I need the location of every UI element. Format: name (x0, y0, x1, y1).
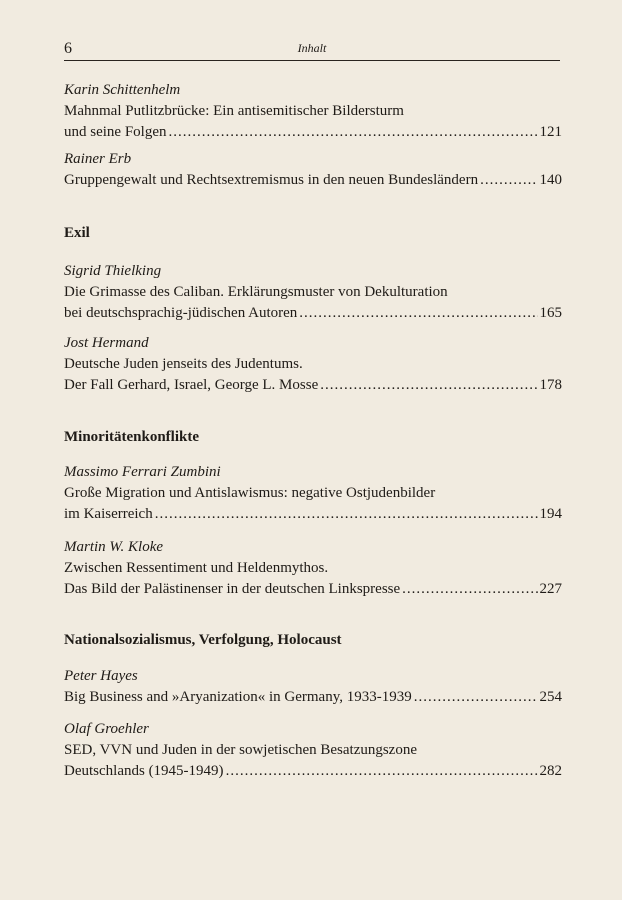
entry-page-number: 254 (539, 689, 562, 705)
entry-author: Jost Hermand (64, 335, 149, 351)
entry-author: Peter Hayes (64, 668, 138, 684)
entry-title-line: Mahnmal Putlitzbrücke: Ein antisemitischer Bildersturm (64, 103, 404, 119)
toc-entry (64, 462, 562, 525)
entry-author: Massimo Ferrari Zumbini (64, 464, 221, 480)
entry-page-number: 140 (539, 172, 562, 188)
entry-page-number: 194 (539, 506, 562, 522)
dot-leader (402, 579, 537, 600)
toc-entry (64, 149, 562, 191)
entry-title-end: Big Business and »Aryanization« in Germany, 1933-1939 (64, 689, 412, 705)
toc-entry (64, 719, 562, 782)
entry-title-last-line (64, 687, 562, 708)
entry-title-line: Zwischen Ressentiment und Heldenmythos. (64, 560, 329, 576)
entry-author: Olaf Groehler (64, 721, 149, 737)
entry-title-last-line (64, 761, 562, 782)
running-title: Inhalt (297, 41, 327, 55)
entry-title-end: und seine Folgen (64, 124, 167, 140)
entry-title-line: SED, VVN und Juden in der sowjetischen Besatzungszone (64, 742, 417, 758)
dot-leader (320, 375, 537, 396)
entry-author: Sigrid Thielking (64, 263, 162, 279)
dot-leader (299, 303, 537, 324)
entry-author: Rainer Erb (64, 151, 132, 167)
entry-author: Martin W. Kloke (64, 539, 164, 555)
dot-leader (169, 122, 538, 143)
toc-entry (64, 666, 562, 708)
entry-page-number: 121 (539, 124, 562, 140)
dot-leader (480, 170, 537, 191)
entry-title-end: Gruppengewalt und Rechtsextremismus in den neuen Bundesländern (64, 172, 479, 188)
toc-entry (64, 333, 562, 396)
entry-author: Karin Schittenhelm (64, 82, 181, 98)
entry-title-last-line (64, 303, 562, 324)
dot-leader (414, 687, 538, 708)
dot-leader (226, 761, 538, 782)
section-heading: Minoritätenkonflikte (64, 429, 199, 445)
entry-title-last-line (64, 579, 562, 600)
entry-title-last-line (64, 170, 562, 191)
entry-title-last-line (64, 375, 562, 396)
dot-leader (155, 504, 538, 525)
entry-page-number: 227 (539, 581, 562, 597)
page-number: 6 (64, 40, 72, 57)
entry-title-last-line (64, 504, 562, 525)
entry-title-end: Deutschlands (1945-1949) (64, 763, 224, 779)
toc-entry (64, 537, 562, 600)
entry-page-number: 165 (539, 305, 562, 321)
toc-entry (64, 80, 562, 143)
entry-title-end: bei deutschsprachig-jüdischen Autoren (64, 305, 298, 321)
entry-page-number: 178 (539, 377, 562, 393)
section-heading: Nationalsozialismus, Verfolgung, Holocaust (64, 632, 342, 648)
entry-page-number: 282 (539, 763, 562, 779)
entry-title-end: im Kaiserreich (64, 506, 153, 522)
entry-title-line: Die Grimasse des Caliban. Erklärungsmuster von Dekulturation (64, 284, 448, 300)
entry-title-end: Das Bild der Palästinenser in der deutschen Linkspresse (64, 581, 401, 597)
entry-title-end: Der Fall Gerhard, Israel, George L. Mosse (64, 377, 319, 393)
section-heading: Exil (64, 225, 90, 241)
entry-title-last-line (64, 122, 562, 143)
entry-title-line: Deutsche Juden jenseits des Judentums. (64, 356, 303, 372)
page-header (64, 38, 560, 61)
toc-entry (64, 261, 562, 324)
entry-title-line: Große Migration und Antislawismus: negative Ostjudenbilder (64, 485, 436, 501)
